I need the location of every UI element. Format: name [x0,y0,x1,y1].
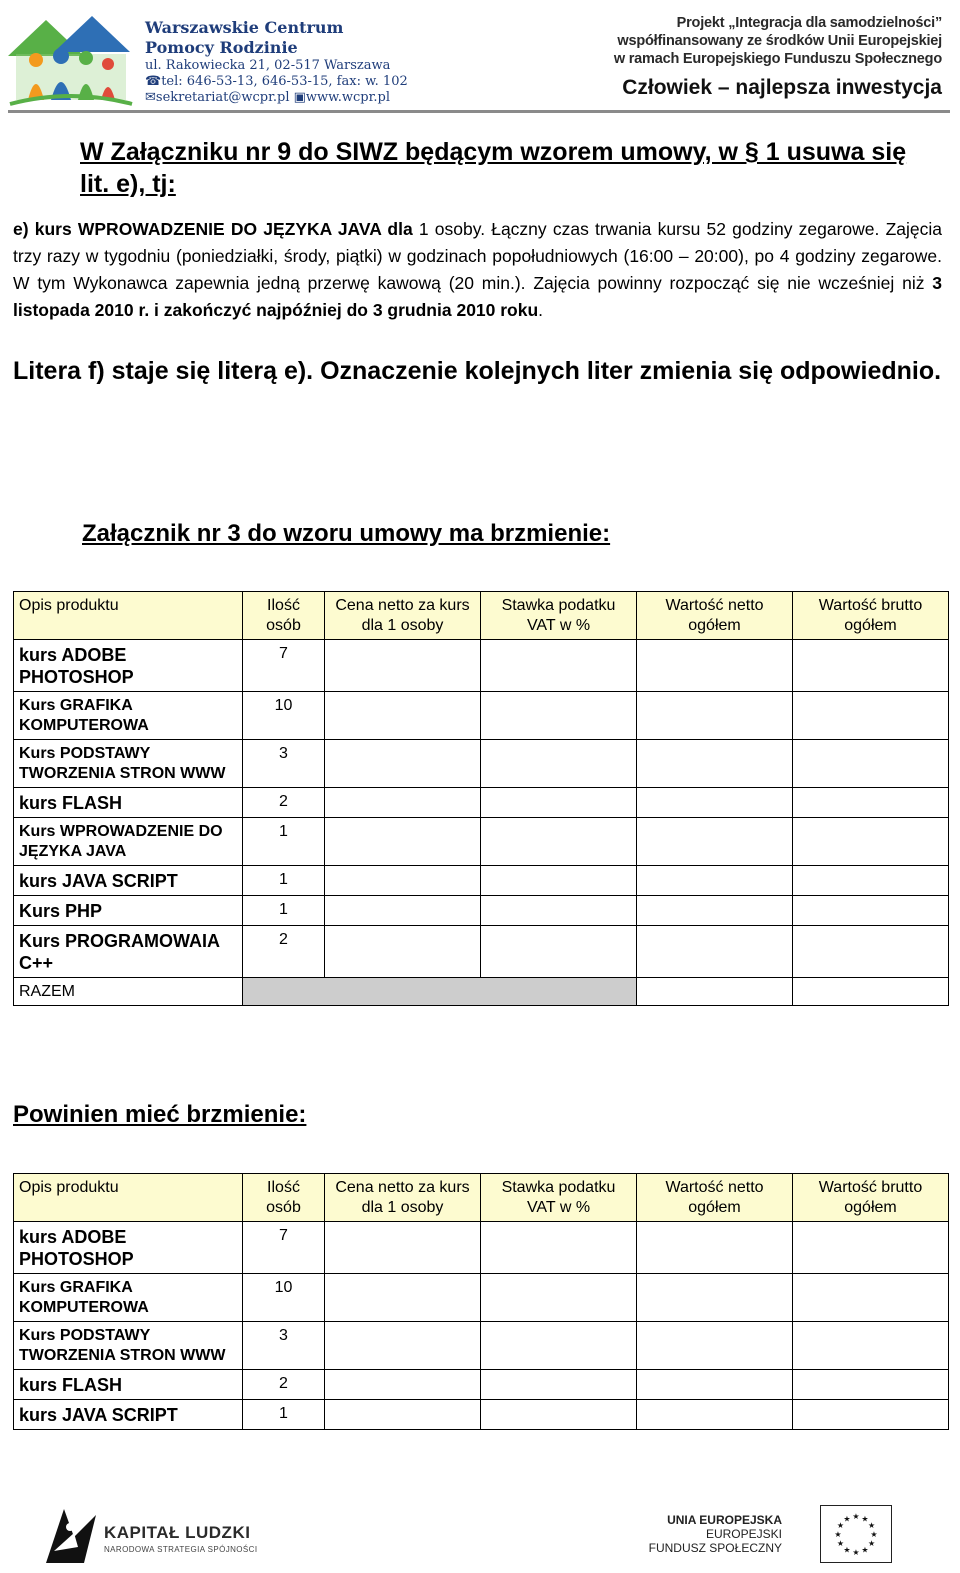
participants-count: 1 [243,896,325,926]
table-row [14,788,949,818]
eu-line2: EUROPEJSKI [705,1527,782,1541]
table-row [14,640,949,692]
empty-price-cell [481,1274,637,1322]
participants-count: 3 [243,740,325,788]
section-title-current: Załącznik nr 3 do wzoru umowy ma brzmienie: [82,520,611,547]
org-address: ul. Rakowiecka 21, 02-517 Warszawa [145,58,391,73]
empty-price-cell [481,788,637,818]
participants-count: 2 [243,926,325,978]
empty-price-cell [481,866,637,896]
product-name: Kurs WPROWADZENIE DO JĘZYKA JAVA [14,818,243,866]
price-table-new [13,1173,949,1430]
organization-info [145,18,408,106]
empty-price-cell [637,866,793,896]
empty-price-cell [637,692,793,740]
empty-price-cell [637,1274,793,1322]
empty-price-cell [793,926,949,978]
table-row [14,1322,949,1370]
participants-count: 1 [243,866,325,896]
empty-price-cell [637,1322,793,1370]
table-header-row [14,592,949,640]
column-header: Stawka podatku VAT w % [481,1174,637,1222]
kl-subtitle: NARODOWA STRATEGIA SPÓJNOŚCI [104,1545,258,1554]
total-row [14,978,949,1006]
empty-price-cell [325,1322,481,1370]
project-line1: Projekt „Integracja dla samodzielności” [676,15,942,31]
header-divider [8,110,950,113]
product-name: Kurs GRAFIKA KOMPUTEROWA [14,1274,243,1322]
column-header: Cena netto za kurs dla 1 osoby [325,1174,481,1222]
table-row [14,1222,949,1274]
column-header: Ilość osób [243,1174,325,1222]
empty-price-cell [637,1370,793,1400]
letterhead [0,0,960,115]
column-header: Opis produktu [14,592,243,640]
product-name: kurs JAVA SCRIPT [14,1400,243,1430]
table-row [14,926,949,978]
product-name: Kurs GRAFIKA KOMPUTEROWA [14,692,243,740]
empty-price-cell [325,640,481,692]
empty-price-cell [325,1400,481,1430]
empty-price-cell [481,740,637,788]
total-label: RAZEM [14,978,243,1006]
empty-price-cell [481,1370,637,1400]
kl-title: KAPITAŁ LUDZKI [104,1523,251,1542]
empty-price-cell [325,692,481,740]
product-name: Kurs PODSTAWY TWORZENIA STRON WWW [14,740,243,788]
empty-price-cell [637,926,793,978]
eu-stars [821,1506,891,1562]
eu-star: ★ [852,1548,860,1557]
empty-price-cell [481,818,637,866]
eu-star: ★ [843,1545,851,1555]
participants-count: 2 [243,788,325,818]
empty-price-cell [325,1274,481,1322]
empty-price-cell [481,896,637,926]
table-row [14,692,949,740]
eu-line1: UNIA EUROPEJSKA [667,1513,782,1527]
eu-star: ★ [870,1530,878,1539]
section-title-new: Powinien mieć brzmienie: [13,1101,307,1128]
empty-price-cell [793,1400,949,1430]
project-tagline: Człowiek – najlepsza inwestycja [622,76,942,99]
course-intro: e) kurs WPROWADZENIE DO JĘZYKA JAVA dla [13,219,413,239]
eu-star: ★ [868,1521,876,1530]
empty-price-cell [637,1222,793,1274]
empty-price-cell [325,788,481,818]
empty-price-cell [793,740,949,788]
empty-price-cell [325,1370,481,1400]
org-name-line1: Warszawskie Centrum [145,18,344,37]
empty-price-cell [793,818,949,866]
eu-star: ★ [836,1521,844,1530]
price-table-new-body [14,1174,949,1430]
empty-price-cell [481,692,637,740]
empty-price-cell [793,866,949,896]
eu-star: ★ [836,1539,844,1548]
eu-star: ★ [868,1539,876,1548]
project-info [614,14,942,102]
participants-count: 10 [243,692,325,740]
product-name: kurs JAVA SCRIPT [14,866,243,896]
main-heading: W Załączniku nr 9 do SIWZ będącym wzorem umowy, w § 1 usuwa się lit. e), tj: [80,138,907,198]
empty-price-cell [793,640,949,692]
column-header: Wartość brutto ogółem [793,592,949,640]
project-line2: współfinansowany ze środków Unii Europejskiej [617,33,942,49]
price-table-current-body [14,592,949,1006]
column-header: Wartość netto ogółem [637,1174,793,1222]
course-details: 1 osoby. Łączny czas trwania kursu 52 godziny zegarowe. Zajęcia trzy razy w tygodniu (poniedziałki, środy, piątki) w godzinach popołudniowych (16:00 – 20:00), po 4 godziny zegarowe. W tym Wykonawca zapewnia jedną przerwę kawową (20 min.). Zajęcia powinny rozpocząć się nie wcześniej niż [13,219,942,293]
empty-price-cell [325,818,481,866]
org-name-line2: Pomocy Rodzinie [145,38,298,57]
participants-count: 7 [243,1222,325,1274]
participants-count: 3 [243,1322,325,1370]
price-table-current [13,591,949,1006]
eu-star: ★ [834,1530,842,1539]
empty-price-cell [325,1222,481,1274]
participants-count: 1 [243,818,325,866]
empty-price-cell [793,1222,949,1274]
empty-price-cell [793,896,949,926]
empty-price-cell [793,788,949,818]
product-name: Kurs PODSTAWY TWORZENIA STRON WWW [14,1322,243,1370]
empty-price-cell [793,1370,949,1400]
column-header: Cena netto za kurs dla 1 osoby [325,592,481,640]
participants-count: 10 [243,1274,325,1322]
eu-line3: FUNDUSZ SPOŁECZNY [648,1541,782,1555]
family-houses-logo [6,8,136,108]
product-name: Kurs PROGRAMOWAIA C++ [14,926,243,978]
participants-count: 1 [243,1400,325,1430]
table-row [14,1400,949,1430]
product-name: kurs FLASH [14,788,243,818]
org-contact: ✉sekretariat@wcpr.pl ▣www.wcpr.pl [145,90,391,105]
course-end: . [538,300,544,320]
table-row [14,896,949,926]
eu-star: ★ [852,1512,860,1521]
eu-star: ★ [861,1514,869,1524]
empty-price-cell [637,896,793,926]
empty-price-cell [325,926,481,978]
empty-price-cell [325,896,481,926]
empty-price-cell [793,1322,949,1370]
table-row [14,1370,949,1400]
eu-fund-logo [648,1505,892,1565]
kapital-ludzki-logo [44,1505,284,1565]
product-name: kurs ADOBE PHOTOSHOP [14,1222,243,1274]
total-value-cell [637,978,793,1006]
course-description [13,216,942,324]
column-header: Wartość netto ogółem [637,592,793,640]
participants-count: 2 [243,1370,325,1400]
empty-price-cell [793,692,949,740]
empty-price-cell [481,1322,637,1370]
empty-price-cell [637,818,793,866]
empty-price-cell [325,740,481,788]
empty-price-cell [481,1222,637,1274]
org-phone: ☎tel: 646-53-13, 646-53-15, fax: w. 102 [145,74,408,89]
table-row [14,818,949,866]
table-row [14,1274,949,1322]
table-row [14,866,949,896]
participants-count: 7 [243,640,325,692]
product-name: kurs ADOBE PHOTOSHOP [14,640,243,692]
empty-price-cell [637,640,793,692]
product-name: kurs FLASH [14,1370,243,1400]
eu-star: ★ [861,1545,869,1555]
total-shaded-cell [243,978,637,1006]
eu-flag-icon [820,1505,892,1563]
column-header: Stawka podatku VAT w % [481,592,637,640]
column-header: Wartość brutto ogółem [793,1174,949,1222]
empty-price-cell [325,866,481,896]
kapital-ludzki-emblem [44,1505,98,1565]
eu-fund-text [649,1513,782,1555]
empty-price-cell [637,1400,793,1430]
eu-star: ★ [843,1514,851,1524]
total-value-cell [793,978,949,1006]
project-line3: w ramach Europejskiego Funduszu Społecznego [613,51,942,67]
course-dates: 3 listopada 2010 r. i zakończyć najpóźniej do 3 grudnia 2010 roku [13,273,942,320]
letter-renumbering-note: Litera f) staje się literą e). Oznaczenie kolejnych liter zmienia się odpowiednio. [13,357,942,385]
column-header: Ilość osób [243,592,325,640]
empty-price-cell [793,1274,949,1322]
column-header: Opis produktu [14,1174,243,1222]
empty-price-cell [637,788,793,818]
empty-price-cell [637,740,793,788]
product-name: Kurs PHP [14,896,243,926]
table-row [14,740,949,788]
empty-price-cell [481,640,637,692]
empty-price-cell [481,1400,637,1430]
empty-price-cell [481,926,637,978]
table-header-row [14,1174,949,1222]
